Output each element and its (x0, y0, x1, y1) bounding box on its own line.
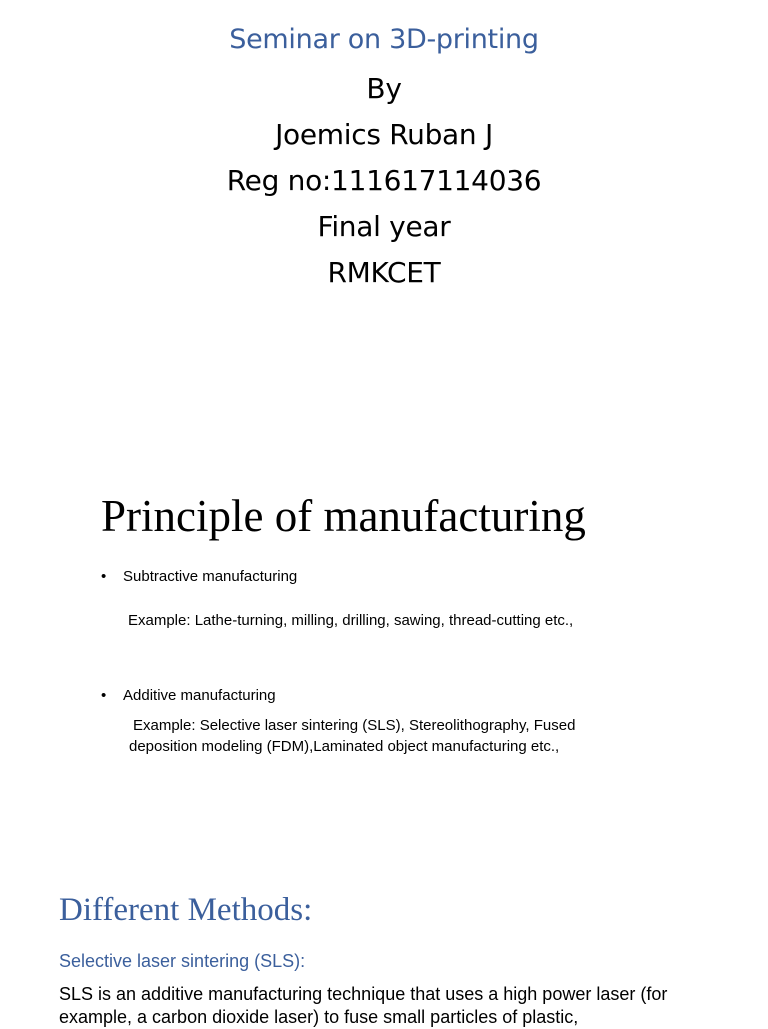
principle-heading: Principle of manufacturing (101, 491, 586, 541)
author-name: Joemics Ruban J (275, 118, 493, 151)
bullet-subtractive (101, 568, 297, 585)
principle-slide (0, 440, 768, 860)
additive-example-line-1: Example: Selective laser sintering (SLS), Stereolithography, Fused (133, 717, 576, 734)
registration-number: Reg no:111617114036 (226, 164, 542, 197)
bullet-dot-icon: • (101, 687, 107, 704)
sls-subheading: Selective laser sintering (SLS): (59, 951, 306, 971)
author-by-line: By (366, 72, 402, 105)
methods-slide (0, 860, 768, 1027)
sls-description: SLS is an additive manufacturing technique that uses a high power laser (for example, a carbon dioxide laser) to fuse small particles of plastic, (59, 984, 668, 1027)
study-year: Final year (317, 210, 451, 243)
institution-name: RMKCET (327, 256, 441, 289)
bullet-additive-label: Additive manufacturing (123, 687, 276, 704)
title-slide (0, 0, 768, 440)
bullet-additive (101, 687, 276, 704)
subtractive-example: Example: Lathe-turning, milling, drilling, sawing, thread-cutting etc., (128, 612, 574, 629)
bullet-dot-icon: • (101, 568, 107, 585)
bullet-subtractive-label: Subtractive manufacturing (123, 568, 298, 585)
additive-example-line-2: deposition modeling (FDM),Laminated object manufacturing etc., (129, 738, 560, 755)
seminar-title: Seminar on 3D-printing (229, 24, 539, 55)
methods-heading: Different Methods: (59, 892, 313, 928)
